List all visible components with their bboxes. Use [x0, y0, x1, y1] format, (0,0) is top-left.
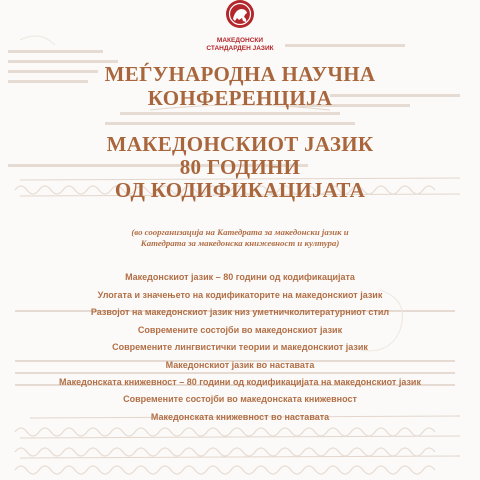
topic-list — [40, 272, 440, 429]
topic-item: Современите состојби во македонската книжевност — [123, 394, 357, 404]
topic-item: Македонската книжевност – 80 години од кодификацијата на македонскиот јазик — [59, 377, 421, 387]
topic-item: Македонската книжевност во наставата — [150, 411, 330, 422]
topic-item: Современите состојби во македонскиот јазик — [137, 324, 343, 335]
conference-title-line: МЕЃУНАРОДНА НАУЧНА — [104, 62, 376, 86]
topic-item: Македонскиот јазик – 80 години од кодификацијата — [125, 272, 355, 282]
topic-item: Современите лингвистички теории и македонскиот јазик — [112, 342, 368, 352]
conference-title — [40, 62, 440, 110]
conference-title-line: КОНФЕРЕНЦИЈА — [147, 86, 333, 110]
topic-item: Македонскиот јазик во наставата — [165, 359, 315, 370]
logo-line: СТАНДАРДЕН ЈАЗИК — [206, 44, 274, 52]
logo-text — [180, 37, 300, 52]
main-title-line: 80 ГОДИНИ — [179, 155, 301, 179]
main-title-line: ОД КОДИФИКАЦИЈАТА — [114, 178, 366, 202]
logo-line: МАКЕДОНСКИ — [216, 37, 264, 44]
organization-note-line: (во соорганизација на Катедрата за македонски јазик и — [131, 227, 349, 237]
topic-item: Развојот на македонскиот јазик низ уметничколитературниот стил — [90, 307, 390, 317]
organization-note — [40, 227, 440, 249]
main-title — [40, 133, 440, 202]
topic-item: Улогата и значењето на кодификаторите на македонскиот јазик — [97, 289, 383, 300]
lion-emblem-icon — [215, 0, 265, 38]
main-title-line: МАКЕДОНСКИОТ ЈАЗИК — [106, 132, 374, 156]
organization-note-line: Катедрата за македонска книжевност и култура) — [140, 238, 340, 248]
